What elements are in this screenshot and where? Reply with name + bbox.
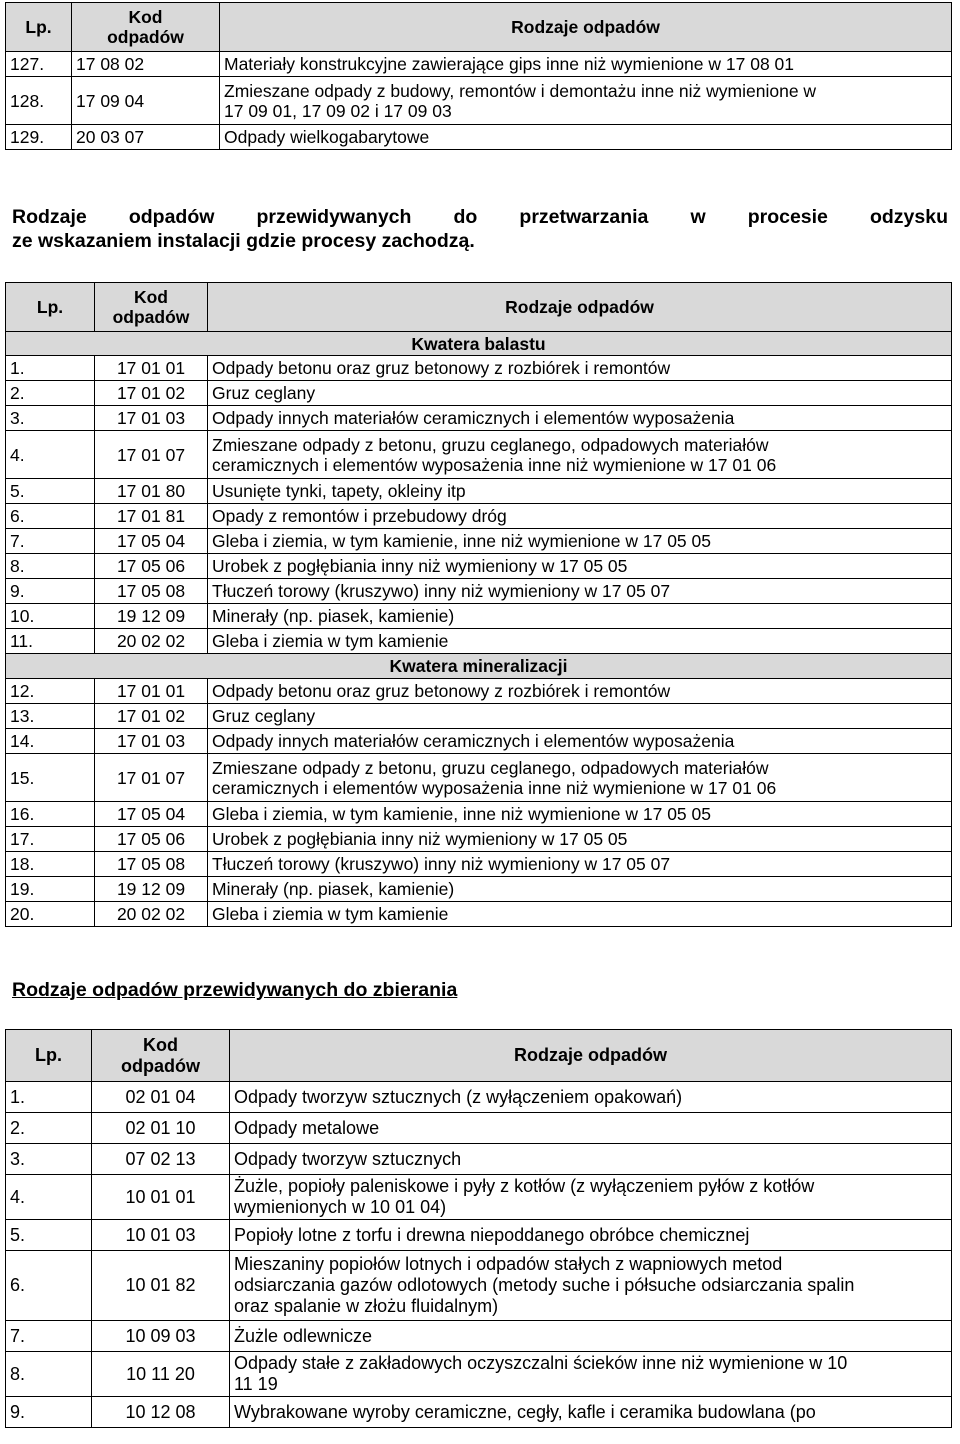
row-lp: 6. [6,1251,92,1321]
row-lp: 5. [6,479,95,504]
table-row [6,1321,952,1352]
table-row [6,629,952,654]
header-rodzaje: Rodzaje odpadów [230,1030,952,1082]
table-row [6,554,952,579]
row-desc: Opady z remontów i przebudowy dróg [208,504,952,529]
section-label: Kwatera balastu [6,332,952,356]
row-kod: 17 01 81 [95,504,208,529]
table-row [6,479,952,504]
section-row-kwatera-mineralizacji [6,654,952,679]
row-desc: Odpady innych materiałów ceramicznych i elementów wyposażenia [208,729,952,754]
header-lp: Lp. [6,1030,92,1082]
row-lp: 9. [6,1397,92,1428]
row-lp: 17. [6,827,95,852]
row-kod: 19 12 09 [95,877,208,902]
row-desc: Minerały (np. piasek, kamienie) [208,604,952,629]
row-kod: 10 01 82 [92,1251,230,1321]
waste-table-odzysk [5,282,952,927]
row-lp: 9. [6,579,95,604]
row-desc: Materiały konstrukcyjne zawierające gips inne niż wymienione w 17 08 01 [220,52,952,77]
row-kod: 02 01 04 [92,1082,230,1113]
row-kod: 17 01 02 [95,704,208,729]
row-desc: Żużle, popioły paleniskowe i pyły z kotłów (z wyłączeniem pyłów z kotłów wymienionych w 10 01 04) [230,1175,952,1220]
row-desc: Odpady wielkogabarytowe [220,125,952,150]
row-lp: 2. [6,381,95,406]
row-lp: 5. [6,1220,92,1251]
row-kod: 20 02 02 [95,629,208,654]
row-lp: 4. [6,431,95,479]
row-kod: 17 01 01 [95,679,208,704]
row-kod: 10 01 01 [92,1175,230,1220]
table-row [6,1175,952,1220]
table-row [6,1082,952,1113]
table-row [6,1144,952,1175]
table-row [6,827,952,852]
row-lp: 8. [6,554,95,579]
waste-table-zbieranie [5,1029,952,1428]
row-lp: 11. [6,629,95,654]
row-lp: 12. [6,679,95,704]
row-lp: 7. [6,1321,92,1352]
row-desc: Urobek z pogłębiania inny niż wymieniony w 17 05 05 [208,827,952,852]
row-kod: 20 03 07 [72,125,220,150]
table-row [6,125,952,150]
row-desc: Odpady tworzyw sztucznych [230,1144,952,1175]
row-lp: 13. [6,704,95,729]
row-kod: 17 05 08 [95,852,208,877]
table-row [6,356,952,381]
row-desc: Wybrakowane wyroby ceramiczne, cegły, kafle i ceramika budowlana (po [230,1397,952,1428]
header-rodzaje: Rodzaje odpadów [220,3,952,52]
table-header-row [6,1030,952,1082]
table-header-row [6,283,952,332]
header-kod: Kod odpadów [95,283,208,332]
header-kod: Kod odpadów [92,1030,230,1082]
row-lp: 4. [6,1175,92,1220]
row-desc: Gruz ceglany [208,381,952,406]
row-lp: 7. [6,529,95,554]
row-kod: 17 01 01 [95,356,208,381]
row-kod: 17 01 80 [95,479,208,504]
table-row [6,852,952,877]
row-desc: Zmieszane odpady z betonu, gruzu ceglanego, odpadowych materiałów ceramicznych i elementów wyposażenia inne niż wymienione w 17 01 06 [208,754,952,802]
row-kod: 17 05 04 [95,802,208,827]
row-lp: 15. [6,754,95,802]
row-lp: 127. [6,52,72,77]
row-kod: 17 09 04 [72,77,220,125]
row-kod: 10 11 20 [92,1352,230,1397]
table-row [6,77,952,125]
row-kod: 17 05 06 [95,827,208,852]
row-desc: Odpady tworzyw sztucznych (z wyłączeniem opakowań) [230,1082,952,1113]
table-row [6,406,952,431]
table-row [6,802,952,827]
row-lp: 18. [6,852,95,877]
table-row [6,579,952,604]
row-desc: Tłuczeń torowy (kruszywo) inny niż wymieniony w 17 05 07 [208,852,952,877]
row-lp: 8. [6,1352,92,1397]
row-lp: 2. [6,1113,92,1144]
row-lp: 128. [6,77,72,125]
row-desc: Gruz ceglany [208,704,952,729]
table-row [6,1251,952,1321]
row-lp: 3. [6,1144,92,1175]
row-kod: 10 01 03 [92,1220,230,1251]
row-kod: 17 01 07 [95,431,208,479]
table-row [6,1352,952,1397]
table-row [6,877,952,902]
row-kod: 17 01 07 [95,754,208,802]
row-desc: Gleba i ziemia, w tym kamienie, inne niż wymienione w 17 05 05 [208,802,952,827]
row-desc: Odpady betonu oraz gruz betonowy z rozbiórek i remontów [208,356,952,381]
row-kod: 02 01 10 [92,1113,230,1144]
row-lp: 14. [6,729,95,754]
row-desc: Gleba i ziemia w tym kamienie [208,629,952,654]
header-rodzaje: Rodzaje odpadów [208,283,952,332]
row-kod: 17 01 03 [95,729,208,754]
row-lp: 1. [6,1082,92,1113]
row-kod: 17 05 08 [95,579,208,604]
row-desc: Gleba i ziemia, w tym kamienie, inne niż wymienione w 17 05 05 [208,529,952,554]
row-lp: 6. [6,504,95,529]
table-row [6,381,952,406]
row-kod: 19 12 09 [95,604,208,629]
row-kod: 07 02 13 [92,1144,230,1175]
row-kod: 17 08 02 [72,52,220,77]
table-row [6,1397,952,1428]
row-desc: Odpady betonu oraz gruz betonowy z rozbiórek i remontów [208,679,952,704]
table-row [6,431,952,479]
table-row [6,902,952,927]
row-desc: Odpady innych materiałów ceramicznych i elementów wyposażenia [208,406,952,431]
row-kod: 17 05 06 [95,554,208,579]
row-kod: 17 01 02 [95,381,208,406]
row-desc: Gleba i ziemia w tym kamienie [208,902,952,927]
header-lp: Lp. [6,283,95,332]
table-row [6,729,952,754]
row-desc: Odpady stałe z zakładowych oczyszczalni ścieków inne niż wymienione w 10 11 19 [230,1352,952,1397]
table-row [6,604,952,629]
section-title-odzysk-line2: ze wskazaniem instalacji gdzie procesy zachodzą. [12,230,475,252]
row-lp: 16. [6,802,95,827]
table-row [6,504,952,529]
row-kod: 20 02 02 [95,902,208,927]
table-row [6,1220,952,1251]
section-title-odzysk-line1: Rodzaje odpadów przewidywanych do przetwarzania w procesie odzysku [12,206,948,228]
row-desc: Tłuczeń torowy (kruszywo) inny niż wymieniony w 17 05 07 [208,579,952,604]
row-desc: Urobek z pogłębiania inny niż wymieniony w 17 05 05 [208,554,952,579]
table-row [6,754,952,802]
table-header-row [6,3,952,52]
header-lp: Lp. [6,3,72,52]
row-desc: Odpady metalowe [230,1113,952,1144]
row-lp: 10. [6,604,95,629]
table-row [6,679,952,704]
row-kod: 10 12 08 [92,1397,230,1428]
section-row-kwatera-balastu [6,332,952,356]
table-row [6,529,952,554]
table-row [6,704,952,729]
row-lp: 3. [6,406,95,431]
row-lp: 20. [6,902,95,927]
row-kod: 10 09 03 [92,1321,230,1352]
table-row [6,1113,952,1144]
row-desc: Usunięte tynki, tapety, okleiny itp [208,479,952,504]
table-row [6,52,952,77]
waste-table-continued [5,2,952,150]
row-desc: Popioły lotne z torfu i drewna niepoddanego obróbce chemicznej [230,1220,952,1251]
row-lp: 1. [6,356,95,381]
row-desc: Minerały (np. piasek, kamienie) [208,877,952,902]
row-desc: Zmieszane odpady z budowy, remontów i demontażu inne niż wymienione w 17 09 01, 17 09 02 i 17 09 03 [220,77,952,125]
row-kod: 17 01 03 [95,406,208,431]
header-kod: Kod odpadów [72,3,220,52]
row-lp: 19. [6,877,95,902]
row-lp: 129. [6,125,72,150]
section-label: Kwatera mineralizacji [6,654,952,679]
row-desc: Zmieszane odpady z betonu, gruzu ceglanego, odpadowych materiałów ceramicznych i elementów wyposażenia inne niż wymienione w 17 01 06 [208,431,952,479]
row-desc: Żużle odlewnicze [230,1321,952,1352]
row-kod: 17 05 04 [95,529,208,554]
section-title-zbieranie: Rodzaje odpadów przewidywanych do zbierania [12,979,458,1001]
row-desc: Mieszaniny popiołów lotnych i odpadów stałych z wapniowych metod odsiarczania gazów odlotowych (metody suche i półsuche odsiarczania spalin oraz spalanie w złożu fluidalnym) [230,1251,952,1321]
